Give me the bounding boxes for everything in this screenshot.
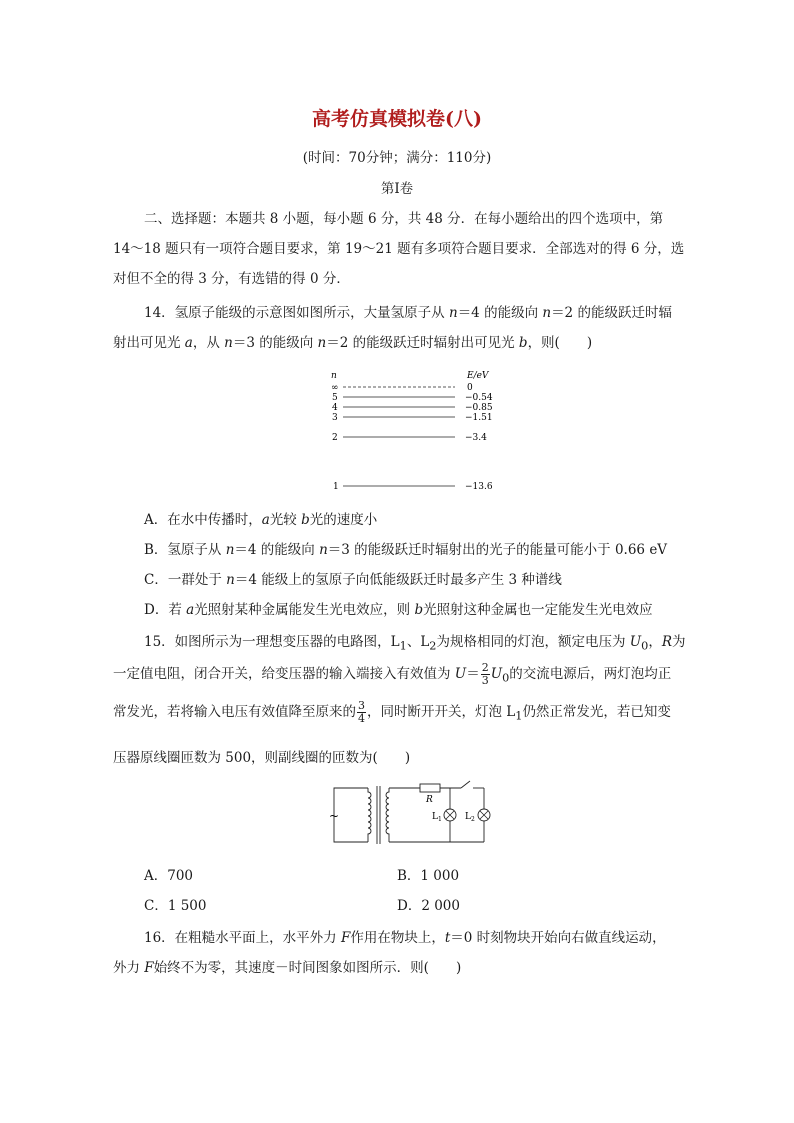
switch [461, 781, 470, 788]
level-energy-1: −13.6 [465, 482, 493, 492]
primary-coil [368, 788, 371, 842]
page-title: 高考仿真模拟卷(八) [312, 108, 482, 130]
q14-option-c: C．一群处于 n＝4 能级上的氢原子向低能级跃迁时最多产生 3 种谱线 [144, 572, 562, 588]
resistor-R [420, 784, 440, 792]
fraction-three-quarters: $\frac{3}{4}$ [358, 699, 365, 725]
ac-source-symbol: ~ [329, 809, 340, 823]
q14-option-b: B．氢原子从 n＝4 的能级向 n＝3 的能级跃迁时辐射出的光子的能量可能小于 0.66 eV [144, 542, 668, 558]
q15-option-c: C．1 500 [144, 898, 207, 914]
q15-option-b: B．1 000 [397, 868, 460, 884]
q15-stem-line-4: 压器原线圈匝数为 500，则副线圈的匝数为( ) [113, 750, 411, 766]
level-energy-4: −0.85 [465, 403, 493, 413]
level-label-3: 3 [332, 413, 338, 423]
q15-option-a: A．700 [144, 868, 194, 884]
resistor-label: R [426, 795, 433, 805]
lamp-L1-label: $L_1$ [432, 812, 442, 823]
energy-level-diagram [325, 362, 525, 497]
level-label-4: 4 [332, 403, 338, 413]
level-label-2: 2 [332, 433, 338, 443]
fraction-two-thirds: $\frac{2}{3}$ [481, 661, 489, 687]
volume-heading: 第Ⅰ卷 [380, 181, 414, 197]
level-energy-2: −3.4 [465, 433, 487, 443]
level-energy-3: −1.51 [465, 413, 493, 423]
section-intro-line-1: 二、选择题：本题共 8 小题，每小题 6 分，共 48 分．在每小题给出的四个选项中，第 [144, 211, 664, 227]
q15-stem-line-3: 常发光，若将输入电压有效值降至原来的 $\frac{3}{4}$ ，同时断开开关，灯泡 $L_1$仍然正常发光，若已知变 [113, 699, 671, 725]
q14-stem-line-2: 射出可见光 a，从 n＝3 的能级向 n＝2 的能级跃迁时辐射出可见光 b，则( ) [113, 335, 593, 351]
level-label-1: 1 [333, 482, 339, 492]
q15-option-d: D．2 000 [397, 898, 460, 914]
secondary-coil [386, 788, 389, 842]
level-energy-inf: 0 [467, 383, 473, 393]
energy-header: E/eV [467, 371, 489, 381]
q14-option-d: D．若 a光照射某种金属能发生光电效应，则 b光照射这种金属也一定能发生光电效应 [144, 602, 653, 618]
n-header: n [331, 371, 337, 381]
lamp-L2-label: $L_2$ [465, 812, 475, 823]
q15-stem-line-2: 一定值电阻，闭合开关，给变压器的输入端接入有效值为 U＝ $\frac{2}{3}$ $U_0$的交流电源后，两灯泡均正 [113, 661, 672, 687]
level-energy-5: −0.54 [465, 393, 493, 403]
section-intro-line-2: 14～18 题只有一项符合题目要求，第 19～21 题有多项符合题目要求．全部选对的得 6 分，选 [113, 241, 685, 257]
section-intro-line-3: 对但不全的得 3 分，有选错的得 0 分． [113, 271, 350, 287]
level-label-5: 5 [332, 393, 338, 403]
transformer-circuit-diagram [328, 778, 496, 850]
q15-stem-line-1: 15．如图所示为一理想变压器的电路图，$L_1$、$L_2$为规格相同的灯泡，额定电压为 $U_0$，R为 [144, 634, 686, 653]
level-label-inf: ∞ [331, 383, 339, 393]
q16-stem-line-1: 16．在粗糙水平面上，水平外力 F作用在物块上，t＝0 时刻物块开始向右做直线运动， [144, 930, 666, 946]
q14-stem-line-1: 14．氢原子能级的示意图如图所示，大量氢原子从 n＝4 的能级向 n＝2 的能级跃迁时辐 [144, 305, 672, 321]
q14-option-a: A．在水中传播时，a光较 b光的速度小 [144, 512, 378, 528]
exam-time-info: (时间：70分钟；满分：110分) [302, 150, 492, 166]
q16-stem-line-2: 外力 F始终不为零，其速度－时间图象如图所示．则( ) [113, 960, 462, 976]
